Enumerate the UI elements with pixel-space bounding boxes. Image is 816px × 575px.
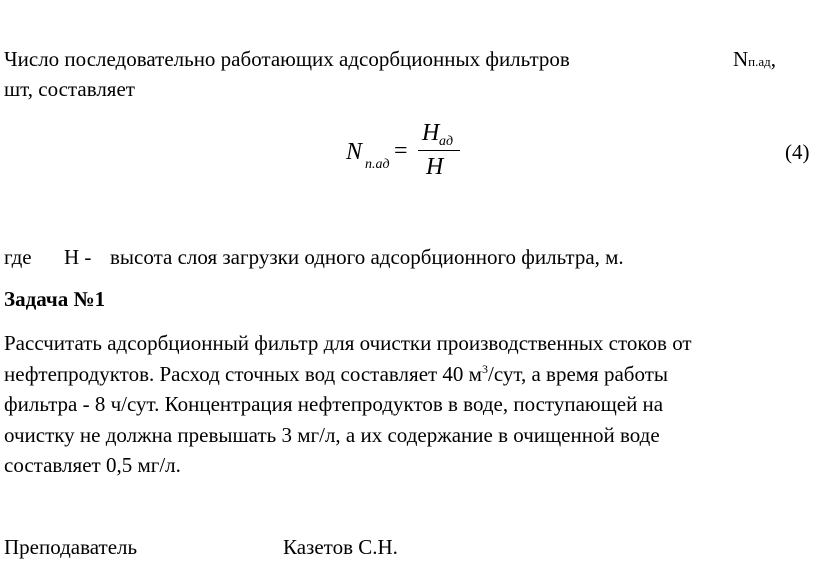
task-line-5: составляет 0,5 мг/л.: [4, 453, 181, 477]
definition-text: высота слоя загрузки одного адсорбционного фильтра, м.: [110, 245, 624, 269]
definition-where: где: [4, 245, 32, 269]
task-heading: Задача №1: [4, 287, 106, 311]
intro-line-1: [4, 47, 570, 71]
intro-variable-tail: ,: [770, 47, 777, 71]
footer-name: Казетов С.Н.: [283, 535, 398, 559]
task-line-2-superscript: 3: [481, 362, 488, 376]
task-line-3: фильтра - 8 ч/сут. Концентрация нефтепродуктов в воде, поступающей на: [4, 392, 664, 416]
intro-variable-main: N: [733, 47, 749, 71]
definition-symbol: Н -: [64, 245, 92, 269]
intro-variable-sub: п.ад: [748, 54, 771, 69]
formula-fraction-bar: [418, 150, 460, 151]
task-line-2: [4, 362, 668, 386]
footer-role: Преподаватель: [4, 535, 138, 559]
intro-text: Число последовательно работающих адсорбционных фильтров: [4, 47, 570, 71]
task-line-4: очистку не должна превышать 3 мг/л, а их содержание в очищенной воде: [4, 423, 660, 447]
formula-number: (4): [785, 140, 810, 164]
formula-lhs-subscript: п.ад: [365, 157, 390, 172]
formula-numerator-subscript: ад: [439, 134, 454, 149]
formula-equals: =: [394, 138, 408, 164]
task-line-2-text: нефтепродуктов. Расход сточных вод составляет 40 м: [4, 362, 482, 386]
task-line-2-tail: /сут, а время работы: [487, 362, 668, 386]
formula: [340, 120, 480, 190]
formula-denominator-symbol: H: [426, 154, 444, 180]
formula-numerator-symbol: H: [422, 120, 440, 146]
formula-lhs-symbol: N: [346, 139, 363, 165]
intro-variable: [733, 47, 776, 74]
task-line-1: Рассчитать адсорбционный фильтр для очистки производственных стоков от: [4, 331, 692, 355]
intro-line-2: шт, составляет: [4, 77, 135, 101]
